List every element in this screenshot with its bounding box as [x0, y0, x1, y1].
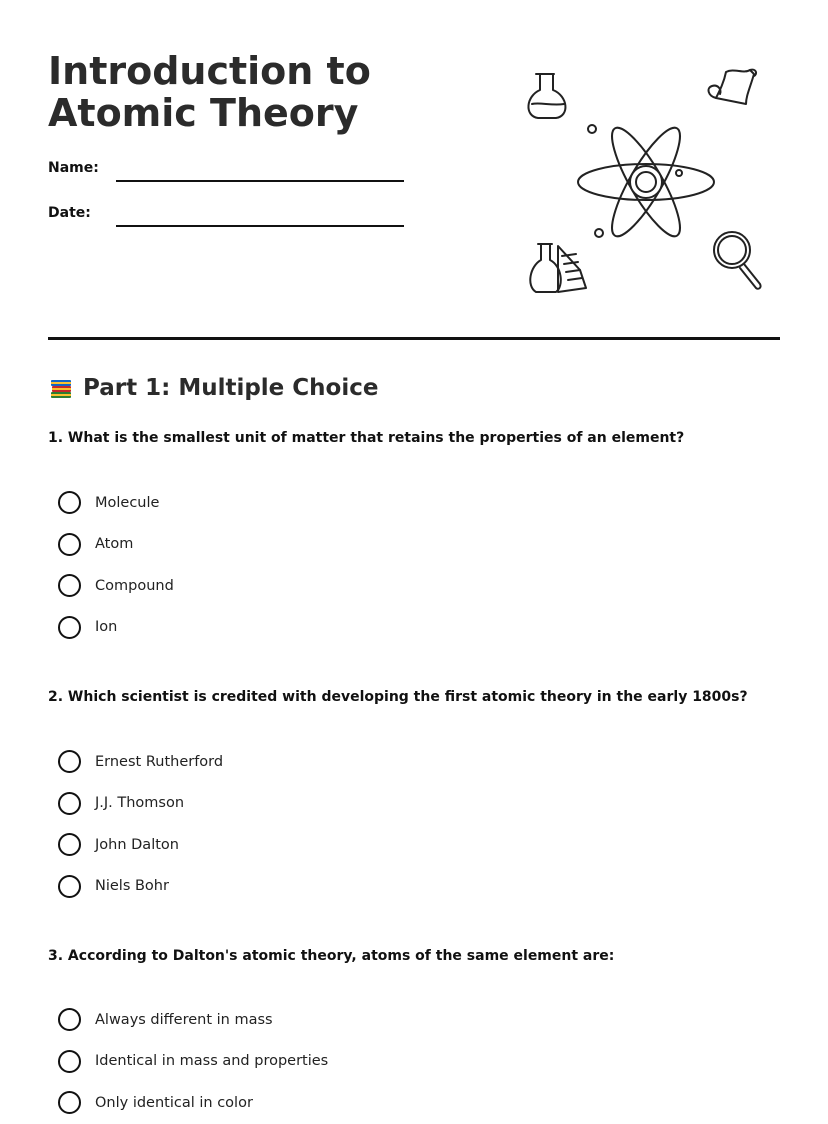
- date-field[interactable]: [116, 225, 404, 227]
- radio-button[interactable]: [58, 875, 81, 898]
- question-3-option-2[interactable]: [58, 1041, 328, 1083]
- question-1-option-1[interactable]: [58, 482, 174, 524]
- radio-button[interactable]: [58, 833, 81, 856]
- header-divider: [48, 337, 780, 340]
- option-label: J.J. Thomson: [95, 795, 185, 812]
- option-label: Identical in mass and properties: [95, 1053, 329, 1070]
- radio-button[interactable]: [58, 1008, 81, 1031]
- radio-button[interactable]: [58, 750, 81, 773]
- option-label: Molecule: [95, 494, 160, 511]
- question-2-option-3[interactable]: [58, 824, 223, 866]
- question-1-option-2[interactable]: [58, 524, 174, 566]
- question-1: 1. What is the smallest unit of matter that retains the properties of an element?: [48, 430, 685, 446]
- option-label: Compound: [95, 577, 174, 594]
- option-label: Always different in mass: [95, 1011, 273, 1028]
- question-2-options: [58, 741, 223, 907]
- question-3: 3. According to Dalton's atomic theory, atoms of the same element are:: [48, 948, 615, 964]
- scroll-icon: [709, 70, 757, 104]
- radio-button[interactable]: [58, 574, 81, 597]
- page-title: Introduction to Atomic Theory: [48, 49, 371, 135]
- name-field[interactable]: [116, 180, 404, 182]
- atom-icon: [578, 120, 714, 243]
- flask-icon: [528, 74, 565, 118]
- radio-button[interactable]: [58, 792, 81, 815]
- option-label: Atom: [95, 536, 134, 553]
- option-label: Niels Bohr: [95, 878, 169, 895]
- question-3-options: [58, 999, 328, 1124]
- question-2-option-1[interactable]: [58, 741, 223, 783]
- radio-button[interactable]: [58, 616, 81, 639]
- question-1-option-4[interactable]: [58, 607, 174, 649]
- question-3-option-3[interactable]: [58, 1082, 328, 1124]
- question-1-option-3[interactable]: [58, 565, 174, 607]
- option-label: Ion: [95, 619, 118, 636]
- date-label: Date:: [48, 205, 91, 221]
- radio-button[interactable]: [58, 491, 81, 514]
- books-icon: [48, 375, 74, 401]
- question-3-option-1[interactable]: [58, 999, 328, 1041]
- option-label: John Dalton: [95, 836, 179, 853]
- option-label: Ernest Rutherford: [95, 753, 224, 770]
- radio-button[interactable]: [58, 1050, 81, 1073]
- science-illustration: [520, 60, 780, 300]
- option-label: Only identical in color: [95, 1094, 253, 1111]
- magnifier-icon: [714, 232, 761, 289]
- radio-button[interactable]: [58, 1091, 81, 1114]
- question-2-option-4[interactable]: [58, 866, 223, 908]
- name-label: Name:: [48, 160, 99, 176]
- radio-button[interactable]: [58, 533, 81, 556]
- question-2: 2. Which scientist is credited with developing the first atomic theory in the early 1800s?: [48, 689, 748, 705]
- section-heading: [48, 372, 378, 404]
- question-2-option-2[interactable]: [58, 783, 223, 825]
- question-1-options: [58, 482, 174, 648]
- beaker-scroll-icon: [530, 244, 586, 292]
- section-heading-text: Part 1: Multiple Choice: [83, 375, 379, 401]
